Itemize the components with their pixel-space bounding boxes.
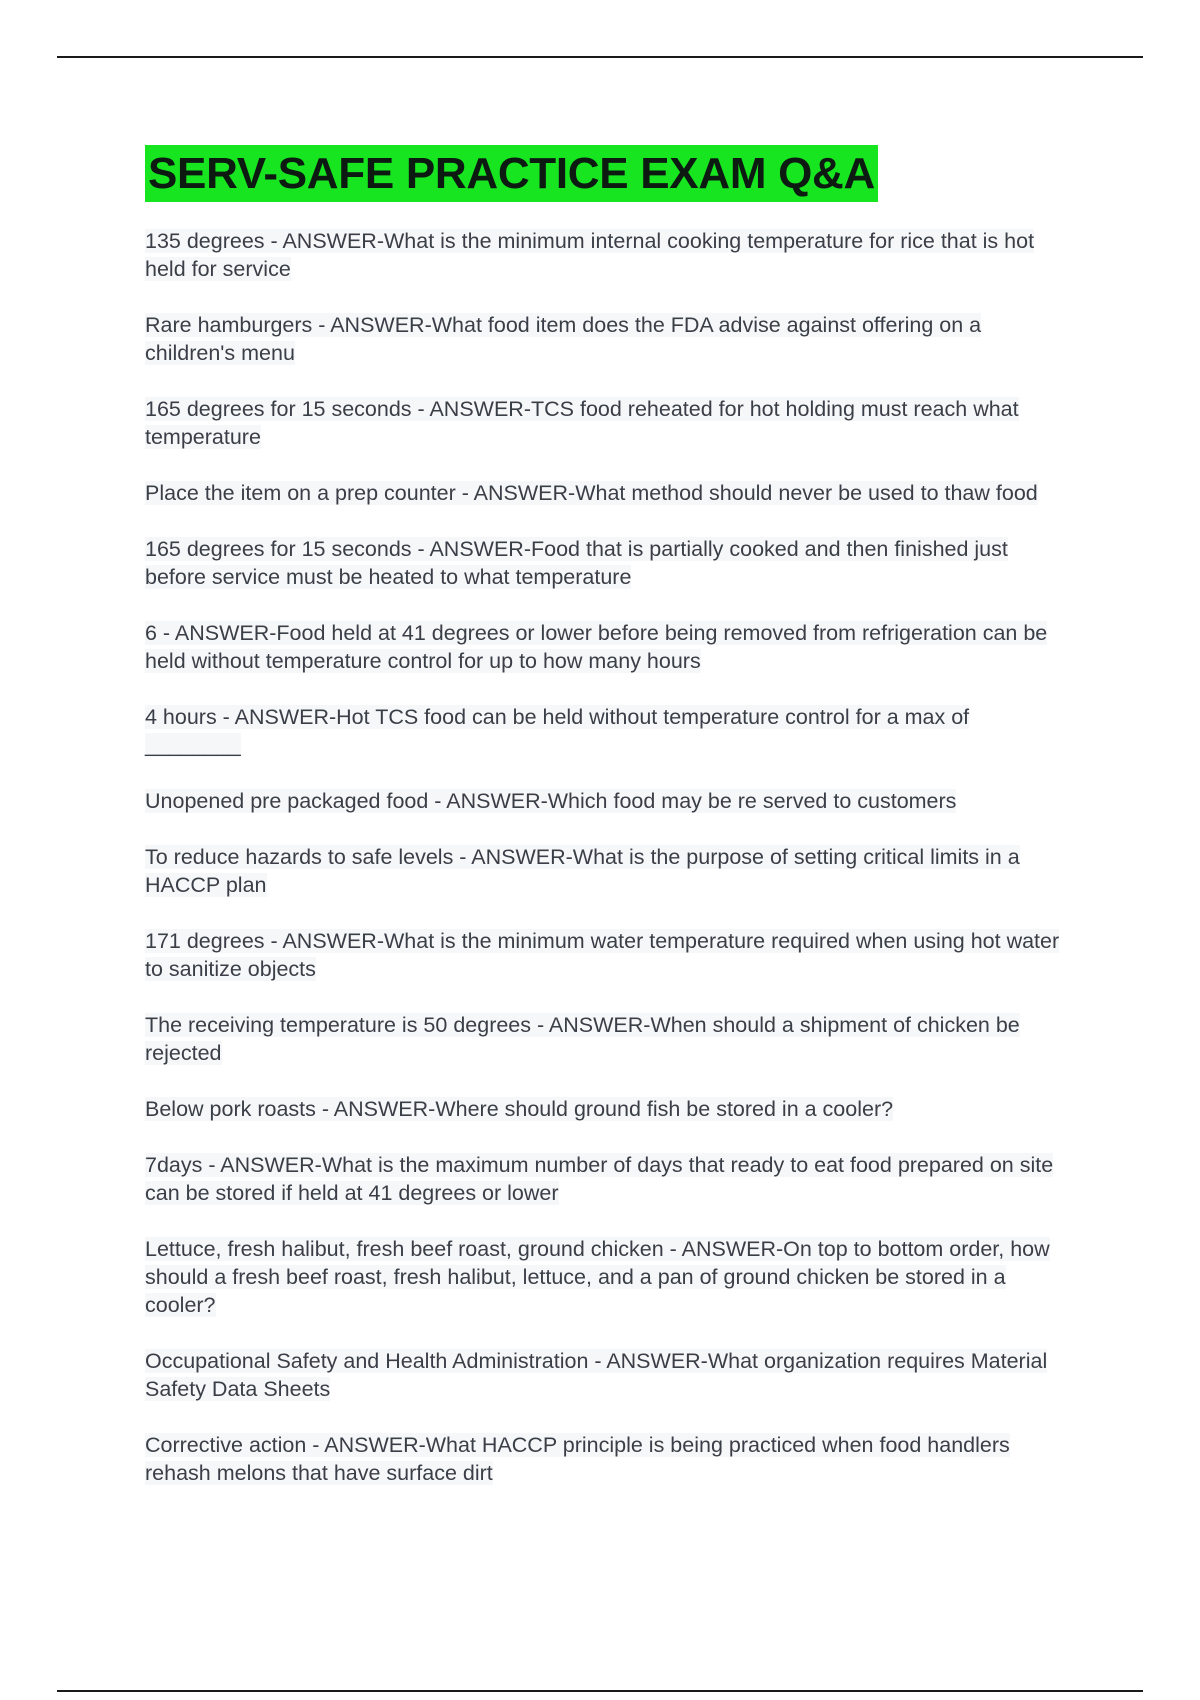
- qa-item: [145, 1347, 1060, 1403]
- qa-item: [145, 927, 1060, 983]
- qa-item-text: 165 degrees for 15 seconds - ANSWER-TCS food reheated for hot holding must reach what temperature: [145, 397, 1019, 449]
- qa-item-text: Corrective action - ANSWER-What HACCP principle is being practiced when food handlers rehash melons that have surface dirt: [145, 1433, 1010, 1485]
- qa-item-text: Rare hamburgers - ANSWER-What food item does the FDA advise against offering on a children's menu: [145, 313, 982, 365]
- qa-item-text: 7days - ANSWER-What is the maximum number of days that ready to eat food prepared on site can be stored if held at 41 degrees or lower: [145, 1153, 1054, 1205]
- qa-item: [145, 703, 1060, 759]
- footer-rule: [57, 1690, 1143, 1692]
- qa-item-text: 135 degrees - ANSWER-What is the minimum internal cooking temperature for rice that is hot held for service: [145, 229, 1035, 281]
- qa-item: [145, 1151, 1060, 1207]
- qa-item: [145, 479, 1060, 507]
- qa-item-text: Below pork roasts - ANSWER-Where should ground fish be stored in a cooler?: [145, 1097, 894, 1121]
- qa-item-text: The receiving temperature is 50 degrees - ANSWER-When should a shipment of chicken be rejected: [145, 1013, 1020, 1065]
- qa-item-text: 165 degrees for 15 seconds - ANSWER-Food that is partially cooked and then finished just before service must be heated to what temperature: [145, 537, 1008, 589]
- qa-item: [145, 227, 1060, 283]
- qa-item: [145, 1011, 1060, 1067]
- qa-item: [145, 1095, 1060, 1123]
- document-body: [145, 145, 1060, 1515]
- qa-list: [145, 227, 1060, 1487]
- qa-item: [145, 619, 1060, 675]
- qa-item: [145, 311, 1060, 367]
- qa-item-text: 171 degrees - ANSWER-What is the minimum water temperature required when using hot water to sanitize objects: [145, 929, 1060, 981]
- qa-item: [145, 843, 1060, 899]
- document-title: SERV-SAFE PRACTICE EXAM Q&A: [145, 145, 878, 202]
- qa-item: [145, 535, 1060, 591]
- qa-item: [145, 1431, 1060, 1487]
- qa-item-text: Lettuce, fresh halibut, fresh beef roast, ground chicken - ANSWER-On top to bottom order, how should a fresh beef roast, fresh halibut, lettuce, and a pan of ground chicken be stored in a cooler?: [145, 1237, 1050, 1317]
- qa-item: [145, 1235, 1060, 1319]
- header-rule: [57, 56, 1143, 58]
- qa-item: [145, 787, 1060, 815]
- qa-item-text: To reduce hazards to safe levels - ANSWER-What is the purpose of setting critical limits in a HACCP plan: [145, 845, 1020, 897]
- qa-item-text: 6 - ANSWER-Food held at 41 degrees or lower before being removed from refrigeration can be held without temperature control for up to how many hours: [145, 621, 1048, 673]
- qa-item-text: Place the item on a prep counter - ANSWER-What method should never be used to thaw food: [145, 481, 1038, 505]
- qa-item-text: Occupational Safety and Health Administration - ANSWER-What organization requires Material Safety Data Sheets: [145, 1349, 1048, 1401]
- qa-item-text: 4 hours - ANSWER-Hot TCS food can be held without temperature control for a max of ________: [145, 705, 970, 757]
- qa-item-text: Unopened pre packaged food - ANSWER-Which food may be re served to customers: [145, 789, 957, 813]
- qa-item: [145, 395, 1060, 451]
